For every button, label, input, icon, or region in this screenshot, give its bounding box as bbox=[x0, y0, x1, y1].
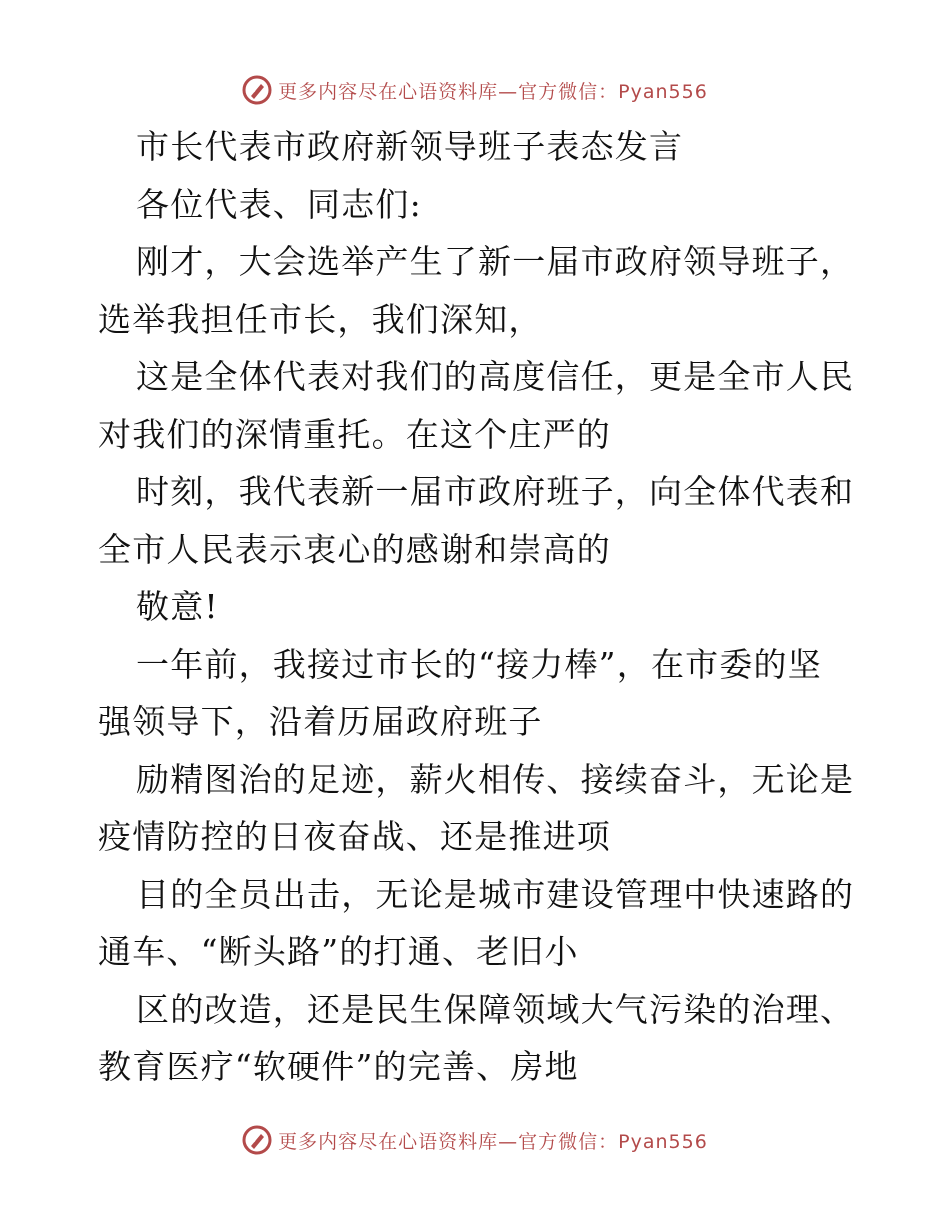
salutation: 各位代表、同志们: bbox=[136, 184, 422, 224]
header-watermark bbox=[0, 70, 950, 110]
document-body bbox=[98, 118, 858, 1096]
paragraph: 敬意! bbox=[136, 587, 219, 626]
paragraph: 励精图治的足迹，薪火相传、接续奋斗，无论是 疫情防控的日夜奋战、还是推进项 bbox=[98, 759, 855, 856]
paragraph: 这是全体代表对我们的高度信任，更是全市人民 对我们的深情重托。在这个庄严的 bbox=[98, 357, 855, 454]
paragraph: 刚才，大会选举产生了新一届市政府领导班子， 选举我担任市长，我们深知， bbox=[98, 242, 855, 339]
footer-watermark bbox=[0, 1120, 950, 1160]
pen-logo-icon bbox=[242, 1125, 272, 1155]
brand-text: 更多内容尽在心语资料库—官方微信：Pyan556 bbox=[278, 80, 708, 103]
paragraph: 时刻，我代表新一届市政府班子，向全体代表和 全市人民表示衷心的感谢和崇高的 bbox=[98, 472, 855, 569]
brand-text: 更多内容尽在心语资料库—官方微信：Pyan556 bbox=[278, 1130, 708, 1153]
paragraph: 区的改造，还是民生保障领域大气污染的治理、 教育医疗“软硬件”的完善、房地 bbox=[98, 989, 855, 1086]
document-title: 市长代表市政府新领导班子表态发言 bbox=[136, 127, 684, 166]
pen-logo-icon bbox=[242, 75, 272, 105]
paragraph: 目的全员出击，无论是城市建设管理中快速路的 通车、“断头路”的打通、老旧小 bbox=[98, 874, 855, 971]
paragraph: 一年前，我接过市长的“接力棒”，在市委的坚 强领导下，沿着历届政府班子 bbox=[98, 644, 822, 741]
